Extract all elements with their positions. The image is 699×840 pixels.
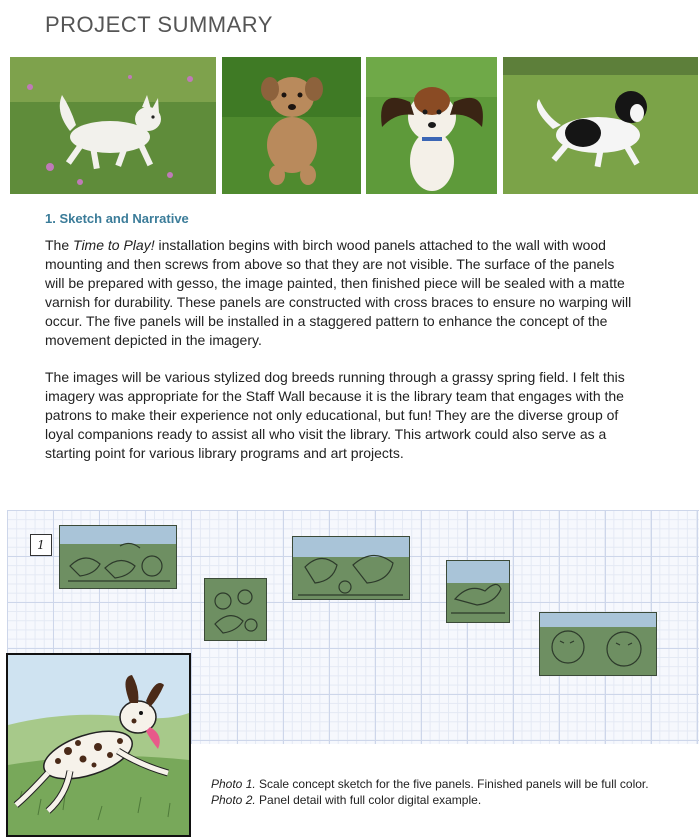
narrative-paragraph-2 xyxy=(45,368,663,463)
sketch-panel-4 xyxy=(446,560,510,623)
caption-photo-1 xyxy=(211,776,649,792)
sketch-panel-5 xyxy=(539,612,657,676)
caption-photo-2 xyxy=(211,792,481,808)
paragraph-1-text: The xyxy=(45,237,74,253)
sketch-panel-2 xyxy=(204,578,267,641)
paragraph-2-line: The images will be various stylized dog breeds running through a grassy spring field. I felt this xyxy=(45,369,625,385)
paragraph-2-line: imagery was appropriate for the Staff Wall because it is the library team that engages with the xyxy=(45,388,624,404)
panel-detail-dalmatian xyxy=(6,653,191,837)
paragraph-1-text: installation begins with birch wood panels attached to the wall with wood xyxy=(154,237,606,253)
paragraph-1-line: will be prepared with gesso, the image painted, then finished piece will be sealed with a matte xyxy=(45,275,625,291)
paragraph-1-line: varnish for durability. These panels are constructed with cross braces to ensure no warping will xyxy=(45,294,632,310)
sketch-panel-1 xyxy=(59,525,177,589)
caption-text: Panel detail with full color digital example. xyxy=(255,793,482,807)
puppy-running-photo xyxy=(222,57,361,194)
narrative-paragraph-1 xyxy=(45,236,663,350)
installation-title: Time to Play! xyxy=(73,237,155,253)
sketch-panel-3 xyxy=(292,536,410,600)
page-title: PROJECT SUMMARY xyxy=(45,12,273,37)
paragraph-2-line: patrons to make their experience not only educational, but fun! They are the diverse group of xyxy=(45,407,619,423)
figure-number: 1 xyxy=(30,534,52,556)
caption-label: Photo 1. xyxy=(211,777,256,791)
paragraph-1-line: movement depicted in the imagery. xyxy=(45,332,262,348)
beagle-running-photo xyxy=(366,57,497,194)
spaniel-running-photo xyxy=(503,57,698,194)
paragraph-1-line: mounting and then screws from above so that they are not visible. The surface of the panels xyxy=(45,256,615,272)
paragraph-1-line: occur. The five panels will be installed in a staggered pattern to enhance the concept of the xyxy=(45,313,608,329)
caption-label: Photo 2. xyxy=(211,793,256,807)
caption-text: Scale concept sketch for the five panels. Finished panels will be full color. xyxy=(255,777,649,791)
section-heading: 1. Sketch and Narrative xyxy=(45,211,189,226)
paragraph-2-line: starting point for various library programs and art projects. xyxy=(45,445,404,461)
paragraph-2-line: loyal companions ready to assist all who visit the library. This artwork could also serve as a xyxy=(45,426,607,442)
white-dog-running-photo xyxy=(10,57,216,194)
